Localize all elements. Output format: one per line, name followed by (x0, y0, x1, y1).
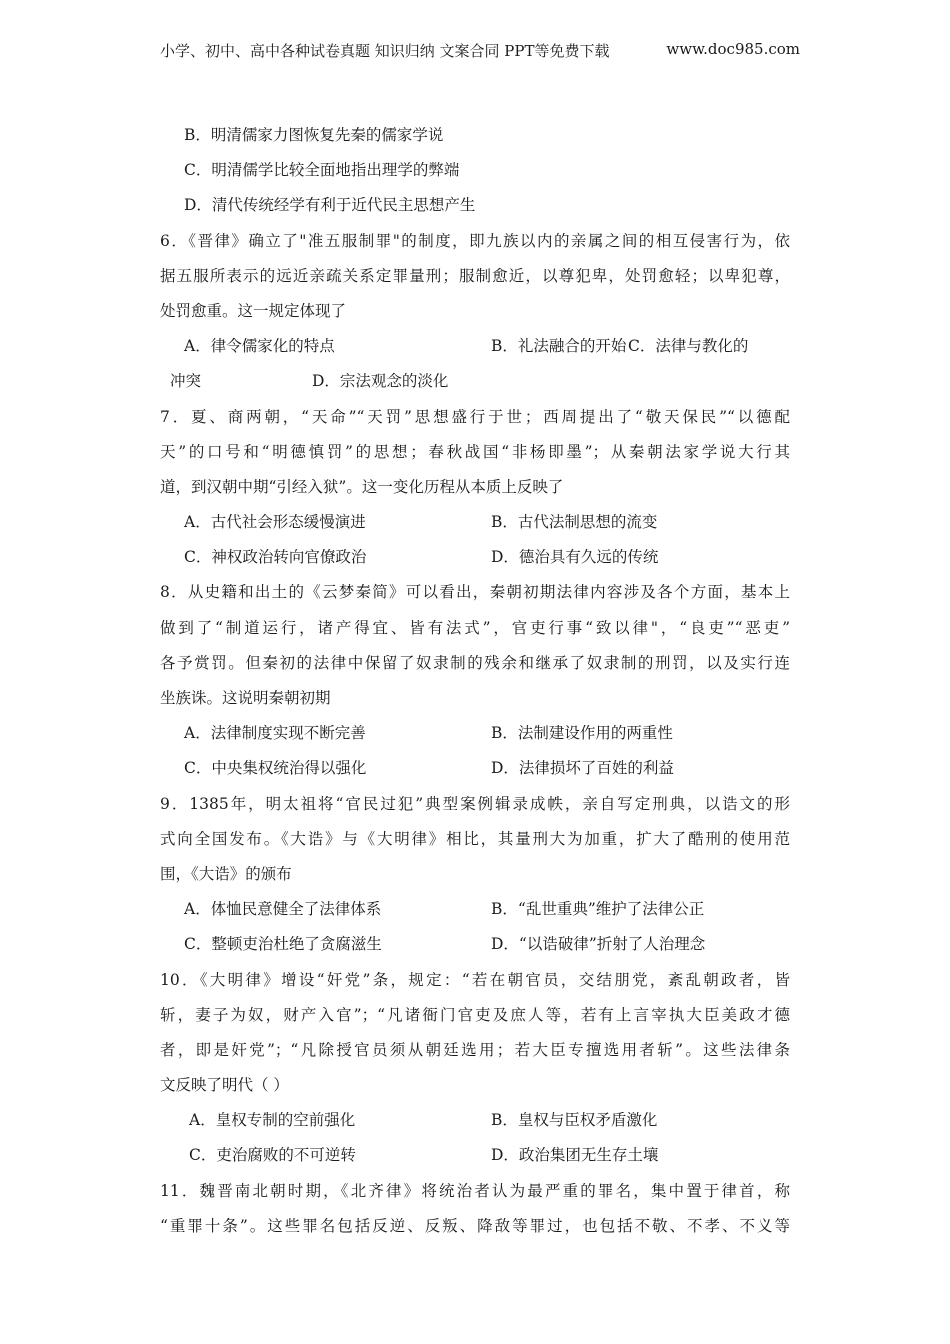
q9-options-row (160, 892, 790, 927)
q11-stem-line: 11．魏晋南北朝时期，《北齐律》将统治者认为最严重的罪名，集中置于律首，称 (160, 1181, 790, 1200)
q7-options-row (160, 540, 790, 575)
q8-stem-line: 坐族诛。这说明秦朝初期 (160, 689, 331, 707)
q8-option-b: B．法制建设作用的两重性 (491, 724, 673, 743)
q5-option-c: C．明清儒学比较全面地指出理学的弊端 (184, 161, 460, 180)
q10-stem-line: 文反映了明代（ ） (160, 1076, 289, 1095)
q9-option-b: B．“乱世重典”维护了法律公正 (491, 900, 705, 919)
q7-stem-line: 道，到汉朝中期“引经入狱”。这一变化历程从本质上反映了 (160, 477, 564, 496)
q9-option-c: C．整顿吏治杜绝了贪腐滋生 (184, 935, 382, 954)
q7-stem-line: 天”的口号和“明德慎罚”的思想；春秋战国“非杨即墨”；从秦朝法家学说大行其 (160, 442, 790, 461)
q6-options-row (160, 329, 790, 364)
q8-options-row (160, 716, 790, 751)
q9-stem-line: 围，《大诰》的颁布 (160, 864, 292, 883)
q5-option-b: B．明清儒家力图恢复先秦的儒家学说 (184, 126, 444, 144)
q10-option-d: D．政治集团无生存土壤 (491, 1146, 659, 1165)
q10-options-row (160, 1138, 790, 1173)
q11-stem-line: “重罪十条”。这些罪名包括反逆、反叛、降敌等罪过，也包括不敬、不孝、不义等 (160, 1216, 790, 1235)
q7-options-row (160, 505, 790, 540)
q7-option-a: A．古代社会形态缓慢演进 (184, 513, 366, 532)
q8-stem-line: 各予赏罚。但秦初的法律中保留了奴隶制的残余和继承了奴隶制的刑罚，以及实行连 (160, 653, 790, 672)
q7-option-b: B．古代法制思想的流变 (491, 513, 658, 532)
q9-stem-line: 式向全国发布。《大诰》与《大明律》相比，其量刑大为加重，扩大了酷刑的使用范 (160, 829, 790, 848)
q10-option-a: A．皇权专制的空前强化 (189, 1111, 356, 1130)
q7-option-c: C．神权政治转向官僚政治 (184, 548, 367, 567)
q6-option-c-continued: 冲突 (170, 372, 202, 391)
q6-option-c: C．法律与教化的 (628, 337, 749, 356)
q8-options-row (160, 751, 790, 786)
q10-stem-line: 者，即是奸党”；“凡除授官员须从朝廷选用；若大臣专擅选用者斩”。这些法律条 (160, 1040, 790, 1059)
q6-option-d: D．宗法观念的淡化 (312, 372, 449, 391)
q6-option-b: B．礼法融合的开始 (491, 337, 627, 356)
q10-option-b: B．皇权与臣权矛盾激化 (491, 1111, 658, 1130)
q9-option-d: D．“以诰破律”折射了人治理念 (491, 935, 706, 954)
q6-stem-line: 据五服所表示的远近亲疏关系定罪量刑；服制愈近，以尊犯卑，处罚愈轻；以卑犯尊， (160, 266, 790, 285)
q10-stem-line: 斩，妻子为奴，财产入官”；“凡诸衙门官吏及庶人等，若有上言宰执大臣美政才德 (160, 1005, 790, 1024)
q8-stem-line: 做到了“制道运行，诸产得宜、皆有法式”，官吏行事“致以律"，“良吏”“恶吏” (160, 618, 790, 637)
q8-option-c: C．中央集权统治得以强化 (184, 759, 367, 778)
q10-options-row (160, 1103, 790, 1138)
q9-options-row (160, 927, 790, 962)
q10-stem-line: 10．《大明律》增设“奸党”条，规定：“若在朝官员，交结朋党，紊乱朝政者，皆 (160, 970, 790, 989)
q5-option-d: D．清代传统经学有利于近代民主思想产生 (184, 196, 476, 215)
q7-stem-line: 7．夏、商两朝，“天命”“天罚”思想盛行于世；西周提出了“敬天保民”“以德配 (160, 407, 790, 426)
q8-option-d: D．法律损坏了百姓的利益 (491, 759, 674, 778)
header-website: www.doc985.com (666, 40, 800, 58)
q9-option-a: A．体恤民意健全了法律体系 (184, 900, 382, 919)
q6-option-a: A．律令儒家化的特点 (184, 337, 335, 356)
q8-stem-line: 8．从史籍和出土的《云梦秦简》可以看出，秦朝初期法律内容涉及各个方面，基本上 (160, 583, 790, 602)
exam-content (160, 118, 790, 1244)
q7-option-d: D．德治具有久远的传统 (491, 548, 659, 567)
q6-stem-line: 处罚愈重。这一规定体现了 (160, 301, 347, 320)
q8-option-a: A．法律制度实现不断完善 (184, 724, 366, 743)
header-promo-text: 小学、初中、高中各种试卷真题 知识归纳 文案合同 PPT等免费下载 (160, 42, 610, 60)
page-header (160, 40, 800, 61)
q6-options-row-2 (160, 364, 790, 399)
q10-option-c: C．吏治腐败的不可逆转 (189, 1146, 356, 1165)
q9-stem-line: 9．1385年，明太祖将“官民过犯”典型案例辑录成帙，亲自写定刑典，以诰文的形 (160, 794, 790, 813)
q6-stem-line: 6．《晋律》确立了"准五服制罪"的制度，即九族以内的亲属之间的相互侵害行为，依 (160, 231, 790, 250)
